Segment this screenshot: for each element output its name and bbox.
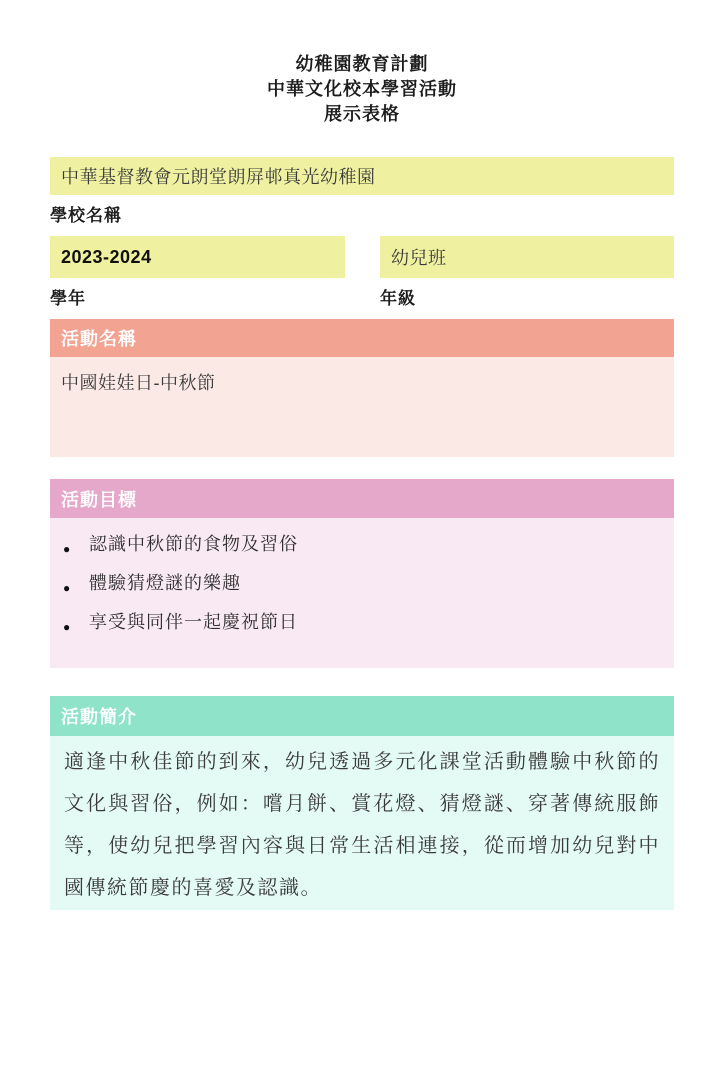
document-page [0,52,724,1076]
title-line-2: 中華文化校本學習活動 [267,79,457,99]
activity-intro-body [50,736,674,910]
objective-text: 認識中秋節的食物及習俗 [89,534,298,554]
objective-item [61,610,663,634]
title-line-3: 展示表格 [324,104,400,124]
objective-item [61,532,663,556]
activity-name-header: 活動名稱 [50,319,674,357]
document-title [0,52,724,127]
activity-intro-header: 活動簡介 [50,696,674,736]
school-year-value: 2023-2024 [50,236,345,278]
grade-label: 年級 [380,289,416,308]
grade-value: 幼兒班 [380,236,674,278]
activity-name-value: 中國娃娃日-中秋節 [50,357,674,457]
title-line-1: 幼稚園教育計劃 [295,54,429,74]
activity-objectives-section [50,479,674,668]
school-year-label: 學年 [50,289,86,308]
grade-field [380,236,674,311]
bullet-icon: ● [63,542,72,556]
school-name-label: 學校名稱 [50,206,122,225]
objective-text: 享受與同伴一起慶祝節日 [89,612,298,632]
bullet-icon: ● [63,581,72,595]
form-content [50,157,674,910]
year-grade-row [50,236,674,311]
objective-item [61,571,663,595]
activity-intro-section [50,696,674,910]
bullet-icon: ● [63,620,72,634]
objective-text: 體驗猜燈謎的樂趣 [89,573,241,593]
activity-objectives-list [50,518,674,668]
school-name-value: 中華基督教會元朗堂朗屏邨真光幼稚園 [50,157,674,195]
activity-name-section [50,319,674,457]
school-year-field [50,236,345,311]
activity-intro-text: 適逢中秋佳節的到來，幼兒透過多元化課堂活動體驗中秋節的文化與習俗，例如：嚐月餅、賞花燈、猜燈謎、穿著傳統服飾等，使幼兒把學習內容與日常生活相連接，從而增加幼兒對中國傳統節慶的喜愛及認識。 [64,751,660,899]
activity-objectives-header: 活動目標 [50,479,674,518]
